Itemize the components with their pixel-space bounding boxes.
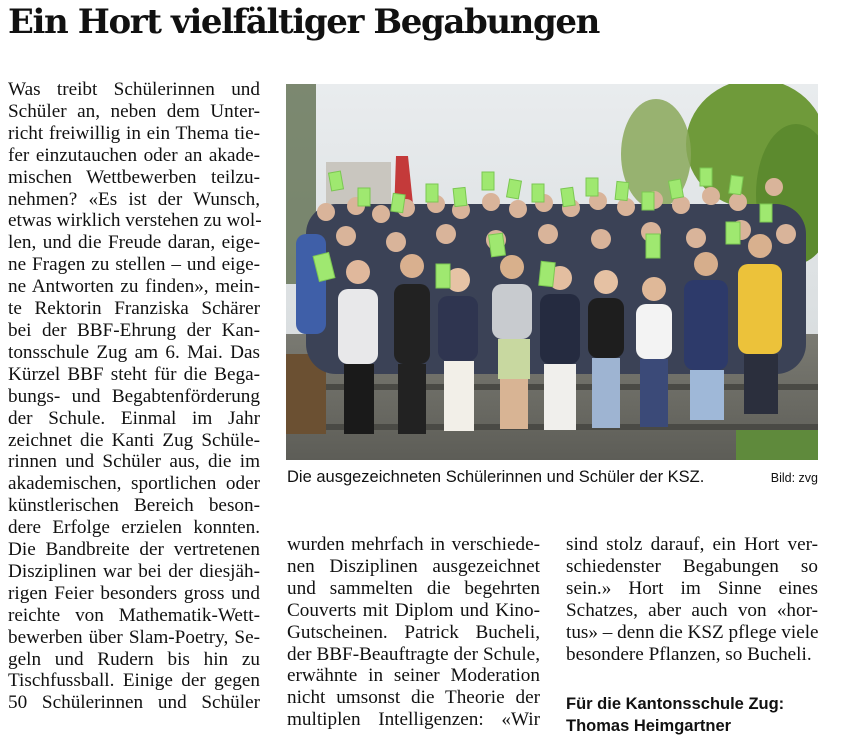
text-line: nehmen? «Es ist der Wunsch, (8, 188, 260, 210)
text-line: künstlerischen Bereich beson- (8, 495, 260, 517)
text-line: erwähnte in seiner Moderation (287, 665, 540, 687)
author-affiliation: Für die Kantonsschule Zug: (566, 695, 785, 713)
text-line: Schatzes, aber auch von «hor- (566, 599, 818, 621)
text-line: bewerben über Slam-Poetry, Se- (8, 626, 260, 648)
text-line: mischen Wettbewerben teilzu- (8, 166, 260, 188)
text-line: Gutscheinen. Patrick Bucheli, (287, 621, 540, 643)
text-line: nicht umsonst die Theorie der (287, 687, 540, 709)
text-line: te Rektorin Franziska Schärer (8, 298, 260, 320)
headline: Ein Hort vielfältiger Begabungen (8, 2, 599, 42)
text-line: Kürzel BBF steht für die Bega- (8, 363, 260, 385)
text-line: rinnen und Schüler aus, die im (8, 451, 260, 473)
photo-credit: Bild: zvg (770, 471, 818, 485)
text-line: und sammelten die begehrten (287, 577, 540, 599)
author-name: Thomas Heimgartner (566, 717, 732, 735)
text-line: etwas wirklich verstehen zu wol- (8, 210, 262, 232)
text-line: richt freiwillig in ein Thema tie- (8, 122, 260, 144)
text-line: Schüler an, neben dem Unter- (8, 100, 260, 122)
article-column-1 (8, 79, 260, 714)
text-line: Tischfussball. Einige der gegen (8, 670, 260, 692)
text-line: dere Erfolge erzielen konnten. (8, 517, 260, 539)
text-line: Die Bandbreite der vertretenen (8, 539, 260, 561)
text-line: rigen Feier besonders gross und (8, 582, 260, 604)
article-column-3 (566, 534, 818, 665)
text-line: zeichnet die Kanti Zug Schüle- (8, 429, 260, 451)
text-line: reichte von Mathematik-Wett- (8, 604, 260, 626)
text-line: sein.» Hort im Sinne eines (566, 577, 818, 599)
text-line: schiedenster Begabungen so (566, 555, 818, 577)
text-line: ne Antworten zu finden», mein- (8, 276, 260, 298)
text-line: der BBF-Beauftragte der Schule, (287, 643, 540, 665)
group-photo-illustration (286, 84, 818, 460)
text-line: Was treibt Schülerinnen und (8, 79, 260, 100)
text-line: bungs- und Begabtenförderung (8, 385, 260, 407)
group-photo (286, 84, 818, 460)
text-line: wurden mehrfach in verschiede- (287, 534, 540, 555)
text-line: 50 Schülerinnen und Schüler (8, 692, 260, 714)
text-line: besondere Pflanzen, so Bucheli. (566, 643, 812, 665)
text-line: fer einzutauchen oder an akade- (8, 144, 260, 166)
text-line: sind stolz darauf, ein Hort ver- (566, 534, 818, 555)
text-line: len, und die Freude daran, eige- (8, 232, 260, 254)
text-line: multiplen Intelligenzen: «Wir (287, 709, 540, 731)
article-column-2 (287, 534, 540, 731)
text-line: bei der BBF-Ehrung der Kan- (8, 319, 260, 341)
text-line: tus» – denn die KSZ pflege viele (566, 621, 819, 643)
text-line: Disziplinen war bei der diesjäh- (8, 560, 260, 582)
text-line: Couverts mit Diplom und Kino- (287, 599, 540, 621)
text-line: akademischen, sportlichen oder (8, 473, 260, 495)
text-line: nen Disziplinen ausgezeichnet (287, 555, 540, 577)
text-line: tonsschule Zug am 6. Mai. Das (8, 341, 260, 363)
photo-caption: Die ausgezeichneten Schülerinnen und Schüler der KSZ. (287, 468, 705, 486)
text-line: geln und Rudern bis hin zu (8, 648, 260, 670)
text-line: ne Fragen zu stellen – und eige- (8, 254, 260, 276)
text-line: der Schule. Einmal im Jahr (8, 407, 260, 429)
